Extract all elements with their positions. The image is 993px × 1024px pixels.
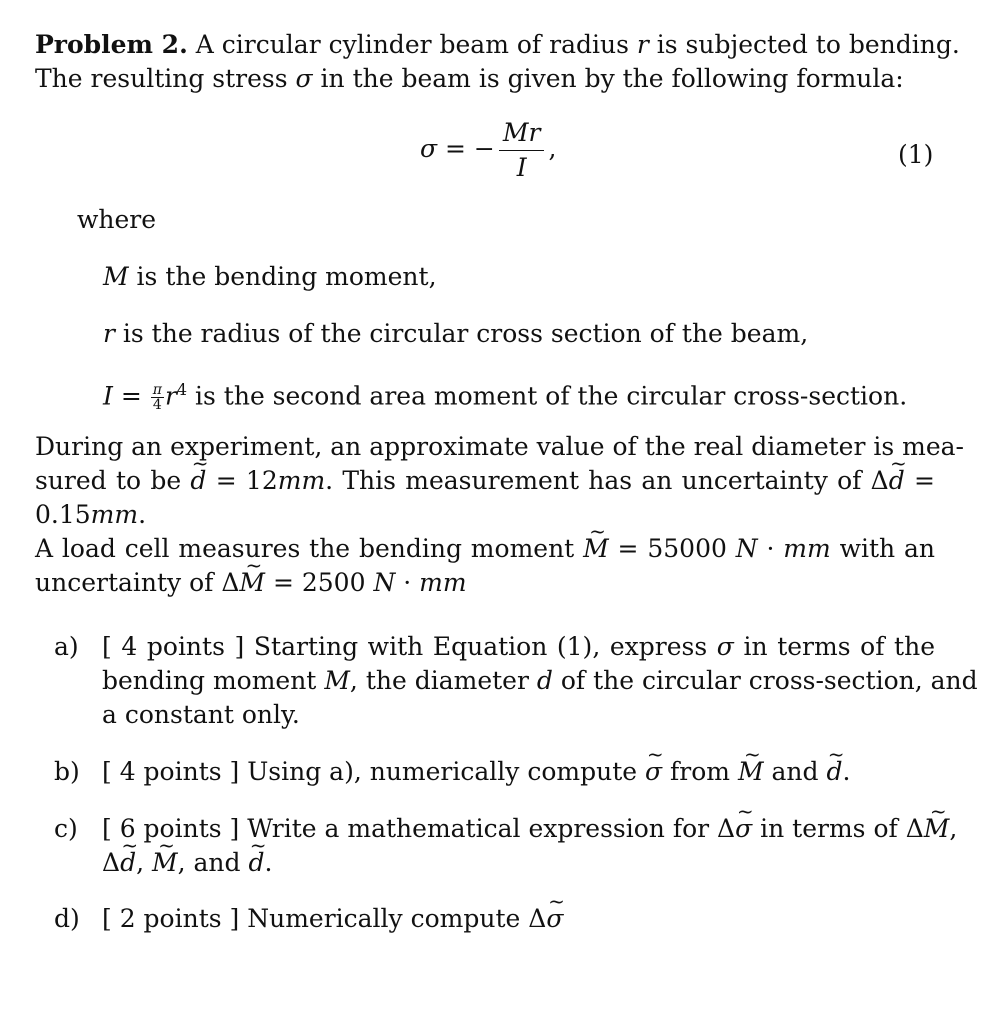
equation-label: (1) (898, 140, 934, 169)
question-a-line-1: [ 4 points ] Starting with Equation (1), express σ in terms of the (102, 632, 935, 661)
question-a-label: a) (54, 632, 79, 661)
question-d-label: d) (54, 904, 80, 933)
question-c-label: c) (54, 814, 78, 843)
problem-heading: Problem 2. (35, 30, 188, 59)
def-moment: M is the bending moment, (103, 262, 437, 291)
intro-line-2: The resulting stress σ in the beam is given by the following formula: (35, 64, 904, 93)
where-label: where (77, 205, 157, 234)
loadcell-line-1: A load cell measures the bending moment M ~ = 55000 N · mm with an (35, 532, 935, 566)
question-a-points: [ 4 points ] (102, 632, 245, 661)
intro-line-1: Problem 2. A circular cylinder beam of radius r is subjected to bending. (35, 30, 960, 59)
def-inertia: I = $\frac{\pi}{4}$ $r^4$ is the second area moment of the circular cross-section. (103, 380, 908, 414)
question-c-points: [ 6 points ] (102, 814, 240, 843)
question-a-line-2: bending moment M, the diameter d of the circular cross-section, and (102, 666, 978, 695)
question-a-line-3: a constant only. (102, 700, 300, 729)
experiment-line-2: sured to be d ~ = 12mm. This measurement has an uncertainty of Δd ~ = (35, 464, 935, 498)
experiment-line-3: 0.15mm. (35, 500, 147, 529)
def-radius: r is the radius of the circular cross section of the beam, (103, 319, 809, 348)
equation-sigma: σ = − $\frac{Mr}{I}$ , (420, 118, 557, 182)
question-b-line-1: [ 4 points ] Using a), numerically compute σ ~ from M ~ and d ~. (102, 755, 850, 789)
question-d-line-1: [ 2 points ] Numerically compute Δσ ~ (102, 902, 563, 936)
experiment-line-1: During an experiment, an approximate value of the real diameter is mea- (35, 432, 965, 461)
question-b-label: b) (54, 757, 80, 786)
question-c-line-1: [ 6 points ] Write a mathematical expression for Δσ ~ in terms of ΔM ~, (102, 812, 957, 846)
loadcell-line-2: uncertainty of ΔM ~ = 2500 N · mm (35, 566, 467, 600)
question-d-points: [ 2 points ] (102, 904, 240, 933)
question-b-points: [ 4 points ] (102, 757, 240, 786)
question-c-line-2: Δd ~, M ~, and d ~. (102, 846, 272, 880)
